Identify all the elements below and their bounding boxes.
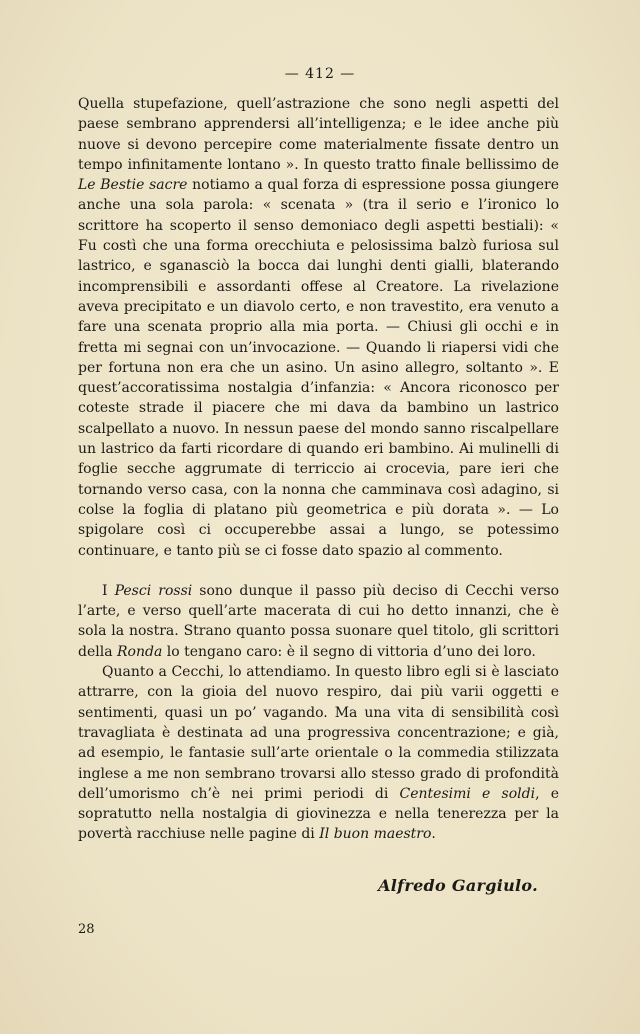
body-text (78, 94, 559, 845)
signature-mark: 28 (78, 922, 95, 937)
text-run: sono dunque il passo più deciso di Cecchi verso l’arte, e verso quell’arte macerata di cui ho detto innanzi, che è sola la nostra. Strano quanto possa suonare quel titolo, gli scrittori della (78, 582, 559, 660)
italic-title: Centesimi e soldi (399, 785, 536, 802)
italic-title: Le Bestie sacre (78, 177, 188, 194)
text-run: Quanto a Cecchi, lo attendiamo. In questo libro egli si è lasciato attrarre, con la gioia del nuovo respiro, dai più varii oggetti e sentimenti, quasi un po’ vagando. Ma una vita di sensibilità così travagliata è destinata ad una progressiva concentrazione; e già, ad esempio, le fantasie sull’arte orientale o la commedia stilizzata inglese a me non sembrano trovarsi allo stesso grado di profondità dell’umorismo ch’è nei primi periodi di (78, 664, 559, 802)
text-run: I (102, 582, 115, 599)
italic-title: Ronda (117, 643, 163, 660)
italic-title: Il buon maestro (319, 826, 432, 843)
text-run: , e sopratutto nella nostalgia di giovinezza e nella tenerezza per la povertà racchiuse nelle pagine di (78, 785, 559, 843)
text-run: notiamo a qual forza di espressione possa giungere anche una sola parola: « scenata » (tra il serio e l’ironico lo scrittore ha scoperto il senso demoniaco degli aspetti bestiali): « Fu costì che una forma orecchiuta e pelosissima balzò furiosa sul lastrico, e sganasciò la bocca dai lunghi denti gialli, blaterando incomprensibili e assordanti offese al Creatore. La rivelazione aveva precipitato e un diavolo certo, e non travestito, era venuto a fare una scenata proprio alla mia porta. — Chiusi gli occhi e in fretta mi segnai con un’invocazione. — Quando li riapersi vidi che per fortuna non era che un asino. Un asino allegro, soltanto ». E quest’accoratissima nostalgia d’infanzia: « Ancora riconosco per coteste strade il piacere che mi dava da bambino un lastrico scalpellato a nuovo. In nessun paese del mondo sanno riscalpellare un lastrico da farti ricordare di quando eri bambino. Ai mulinelli di foglie secche aggrumate di terriccio ai crocevia, pare ieri che tornando verso casa, con la nonna che camminava così adagino, si colse la foglia di platano più geometrica e più dorata ». — Lo spigolare così ci occuperebbe assai a lungo, se potessimo continuare, e tanto più se ci fosse dato spazio al commento. (78, 177, 559, 559)
page-number: — 412 — (284, 66, 356, 82)
paragraph-2 (78, 581, 559, 662)
text-run: lo tengano caro: è il segno di vittoria d’uno dei loro. (162, 643, 536, 660)
paragraph-3 (78, 662, 559, 845)
author-signature: Alfredo Gargiulo. (378, 876, 538, 895)
paragraph-1 (78, 94, 559, 561)
text-run: Quella stupefazione, quell’astrazione che sono negli aspetti del paese sembrano apprendersi all’intelligenza; e le idee anche più nuove si devono percepire come materialmente fissate dentro un tempo infinitamente lontano ». In questo tratto finale bellissimo de (78, 96, 559, 173)
text-run: . (431, 826, 436, 843)
italic-title: Pesci rossi (114, 582, 193, 599)
